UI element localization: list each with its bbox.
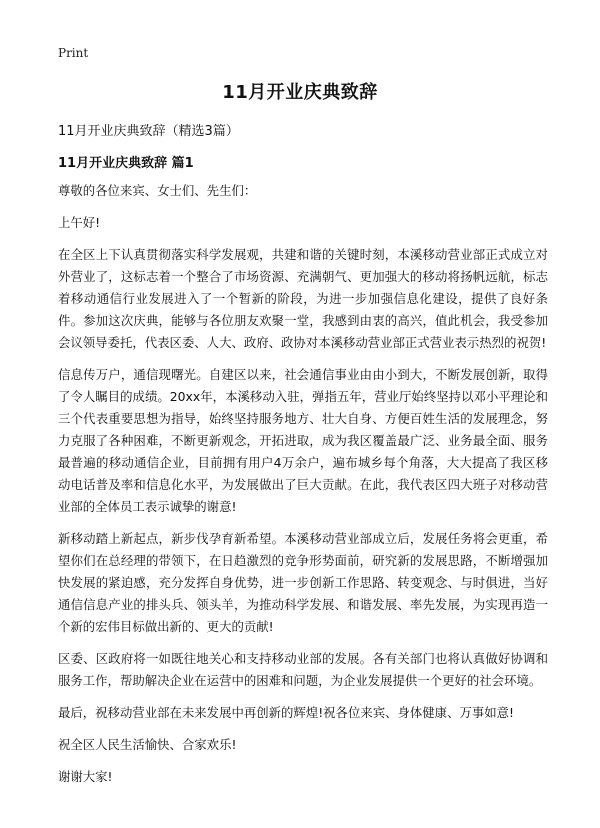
body-paragraph: 信息传万户，通信现曙光。自建区以来，社会通信事业由由小到大，不断发展创新，取得了令人瞩目的成绩。20xx年，本溪移动入驻，弹指五年，营业厅始终坚持以邓小平理论和三个代表重要思想为指导，始终坚持服务地方、壮大自身、方便百姓生活的发展理念，努力克服了各种困难，不断更新观念，开拓进取，成为我区覆盖最广泛、业务最全面、服务最普遍的移动通信企业，目前拥有用户4万余户，遍布城乡每个角落，大大提高了我区移动电话普及率和信息化水平，为发展做出了巨大贡献。在此，我代表区四大班子对移动营业部的全体员工表示诚挚的谢意!	[58, 367, 548, 514]
greeting-time-paragraph: 上午好!	[58, 215, 101, 230]
subtitle: 11月开业庆典致辞（精选3篇）	[58, 124, 239, 139]
print-link[interactable]: Print	[58, 46, 89, 60]
body-paragraph: 区委、区政府将一如既往地关心和支持移动业部的发展。各有关部门也将认真做好协调和服务工作，帮助解决企业在运营中的困难和问题，为企业发展提供一个更好的社会环境。	[58, 651, 548, 688]
body-paragraph: 新移动踏上新起点，新步伐孕育新希望。本溪移动营业部成立后，发展任务将会更重，希望你们在总经理的带领下，在日趋激烈的竞争形势面前，研究新的发展思路，不断增强加快发展的紧迫感，充分发挥自身优势，进一步创新工作思路、转变观念、与时俱进，当好通信信息产业的排头兵、领头羊，为推动科学发展、和谐发展、率先发展，为实现再造一个新的宏伟目标做出新的、更大的贡献!	[58, 531, 548, 634]
body-paragraph: 在全区上下认真贯彻落实科学发展观，共建和谐的关键时刻，本溪移动营业部正式成立对外营业了，这标志着一个整合了市场资源、充满朝气、更加强大的移动将扬帆远航，标志着移动通信行业发展进入了一个暂新的阶段，为进一步加强信息化建设，提供了良好条件。参加这次庆典，能够与各位朋友欢聚一堂，我感到由衷的高兴，值此机会，我受参加会议领导委托，代表区委、人大、政府、政协对本溪移动营业部正式营业表示热烈的祝贺!	[58, 247, 548, 350]
article-body	[58, 180, 548, 798]
greeting-paragraph: 尊敬的各位来宾、女士们、先生们：	[58, 183, 257, 198]
page-title: 11月开业庆典致辞	[222, 82, 378, 103]
section-heading: 11月开业庆典致辞 篇1	[58, 156, 194, 171]
closing-paragraph: 最后，祝移动营业部在未来发展中再创新的辉煌!祝各位来宾、身体健康、万事如意!	[58, 705, 514, 720]
thanks-paragraph: 谢谢大家!	[58, 769, 113, 784]
closing-paragraph: 祝全区人民生活愉快、合家欢乐!	[58, 737, 237, 752]
